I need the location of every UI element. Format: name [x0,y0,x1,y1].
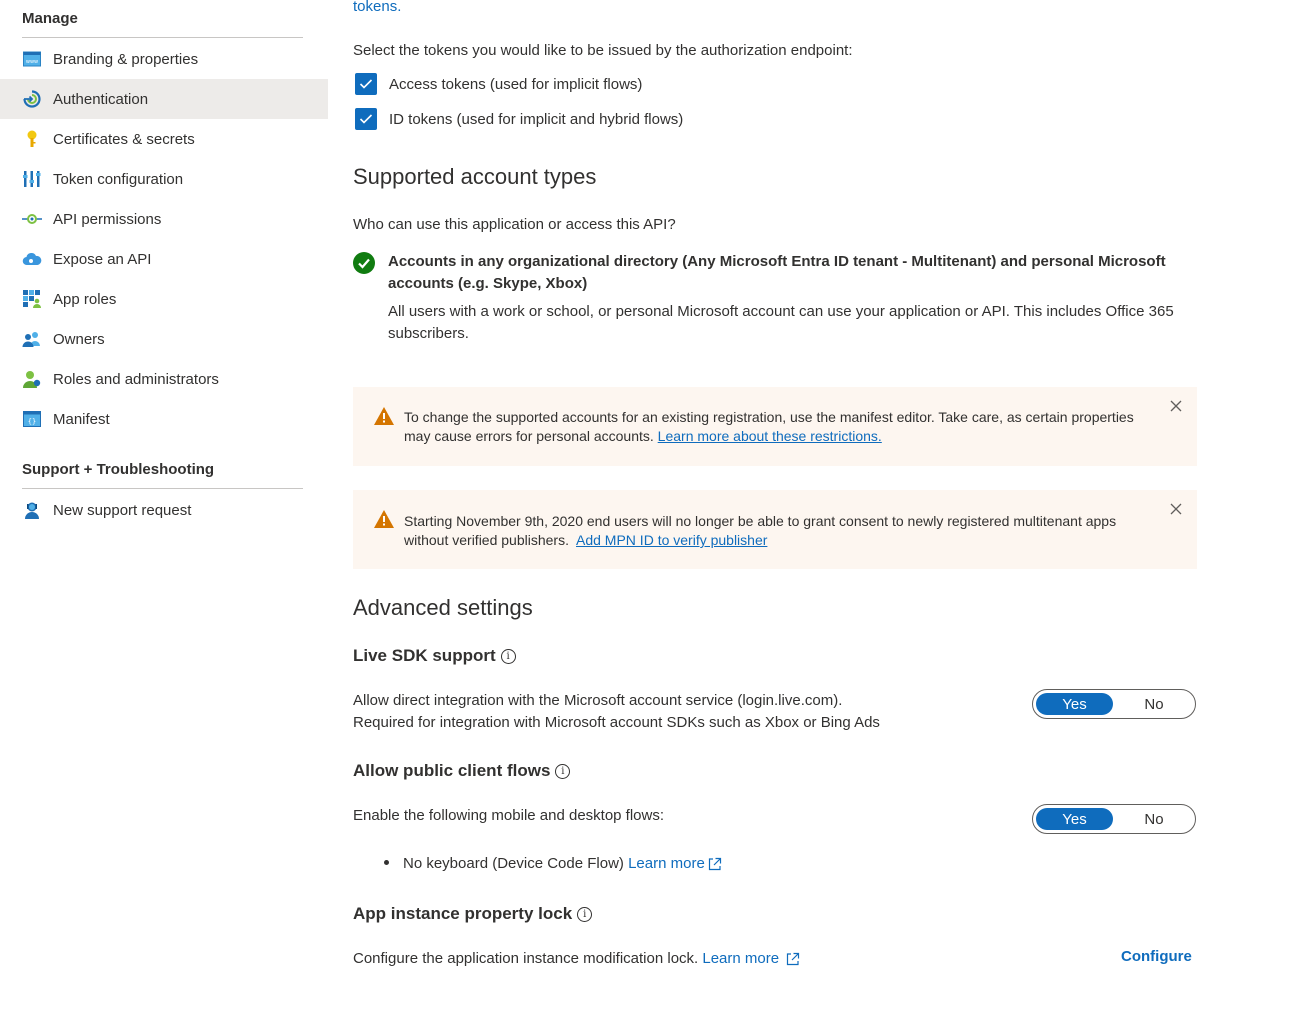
external-link-icon[interactable] [785,951,801,967]
live-sdk-title-text: Live SDK support [353,646,496,665]
warning-icon [373,406,395,430]
sidebar-item-expose-api[interactable] [0,239,328,279]
tokens-prompt: Select the tokens you would like to be issued by the authorization endpoint: [353,42,853,59]
warning-banner-accounts [353,387,1197,466]
public-client-desc: Enable the following mobile and desktop flows: [353,807,665,824]
warning-text [404,512,1154,550]
selected-account-type: Accounts in any organizational directory (Any Microsoft Entra ID tenant - Multitenant) and personal Microsoft accounts (e.g. Skype, Xbox) [388,253,1166,292]
support-divider [22,488,303,489]
app-roles-icon [22,289,42,309]
access-tokens-checkbox-row[interactable] [355,73,642,95]
access-tokens-label: Access tokens (used for implicit flows) [389,75,643,93]
sidebar-item-roles-admins[interactable] [0,359,328,399]
live-sdk-yes-option[interactable]: Yes [1036,693,1113,715]
external-link-icon[interactable] [707,856,723,872]
close-icon[interactable] [1169,399,1183,413]
warning-message: Starting November 9th, 2020 end users will no longer be able to grant consent to newly registered multitenant apps without verified publishers. [404,513,1117,548]
api-permissions-icon [22,209,42,229]
instance-lock-row [353,948,801,970]
device-code-flow-label: No keyboard (Device Code Flow) [403,855,624,872]
sidebar-item-manifest[interactable] [0,399,328,439]
public-client-no-option[interactable]: No [1144,810,1164,828]
support-section-title: Support + Troubleshooting [22,461,215,478]
device-code-learn-more-link[interactable]: Learn more [628,855,705,872]
instance-lock-learn-more-link[interactable]: Learn more [702,950,780,967]
warning-icon [373,509,395,533]
instance-lock-title-text: App instance property lock [353,904,573,923]
id-tokens-checkbox-row[interactable] [355,108,683,130]
account-types-question: Who can use this application or access this API? [353,216,676,233]
manifest-icon [22,409,42,429]
close-icon[interactable] [1169,502,1183,516]
warning-message: To change the supported accounts for an existing registration, use the manifest editor. Take care, as certain properties may cause errors for personal accounts. [404,409,1134,444]
manage-divider [22,37,303,38]
owners-icon [22,329,42,349]
instance-lock-title [353,904,592,924]
sidebar-item-authentication[interactable] [0,79,328,119]
configure-button[interactable]: Configure [1121,948,1192,965]
sidebar-item-label: Manifest [53,410,110,428]
svg-text:www: www [25,59,39,65]
selected-account-description: All users with a work or school, or personal Microsoft account can use your application or API. This includes Office 365 subscribers. [388,303,1174,342]
sidebar-item-new-support-request[interactable] [0,490,328,530]
info-icon[interactable]: i [555,764,570,779]
success-check-icon [353,252,375,278]
info-icon[interactable]: i [577,907,592,922]
id-tokens-checkbox[interactable] [355,108,377,130]
sidebar-item-label: Roles and administrators [53,370,219,388]
sidebar-item-label: Expose an API [53,250,152,268]
account-types-heading: Supported account types [353,164,597,189]
live-sdk-toggle[interactable] [1032,689,1196,719]
svg-text:{}: {} [27,417,37,426]
learn-more-restrictions-link[interactable]: Learn more about these restrictions. [657,428,882,444]
public-client-yes-option[interactable]: Yes [1036,808,1113,830]
sidebar [0,0,328,1014]
sidebar-item-api-permissions[interactable] [0,199,328,239]
info-icon[interactable]: i [501,649,516,664]
sidebar-item-token-configuration[interactable] [0,159,328,199]
roles-icon [22,369,42,389]
cloud-icon [22,249,42,269]
live-sdk-no-option[interactable]: No [1144,695,1164,713]
bullet-dot [384,860,389,865]
token-config-icon [22,169,42,189]
warning-text [404,408,1154,446]
public-client-title-text: Allow public client flows [353,761,551,780]
instance-lock-desc: Configure the application instance modification lock. [353,950,699,967]
sidebar-item-certificates[interactable] [0,119,328,159]
sidebar-item-branding[interactable] [0,39,328,79]
warning-banner-publisher [353,490,1197,569]
advanced-settings-heading: Advanced settings [353,595,533,620]
sidebar-item-owners[interactable] [0,319,328,359]
sidebar-item-label: Token configuration [53,170,184,188]
public-client-title [353,761,570,781]
add-mpn-id-link[interactable]: Add MPN ID to verify publisher [576,532,768,548]
sidebar-item-label: New support request [53,501,192,519]
live-sdk-desc-1: Allow direct integration with the Microsoft account service (login.live.com). [353,692,843,709]
id-tokens-label: ID tokens (used for implicit and hybrid flows) [389,110,684,128]
sidebar-item-label: Certificates & secrets [53,130,195,148]
sidebar-item-label: App roles [53,290,117,308]
tokens-link[interactable]: tokens. [353,0,402,15]
support-icon [22,500,42,520]
sidebar-item-label: Owners [53,330,105,348]
access-tokens-checkbox[interactable] [355,73,377,95]
public-client-toggle[interactable] [1032,804,1196,834]
branding-icon [22,49,42,69]
live-sdk-title [353,646,516,666]
sidebar-item-label: Branding & properties [53,50,199,68]
live-sdk-desc-2: Required for integration with Microsoft account SDKs such as Xbox or Bing Ads [353,714,880,731]
key-icon [22,129,42,149]
sidebar-item-app-roles[interactable] [0,279,328,319]
device-code-flow-item [403,853,723,875]
sidebar-item-label: API permissions [53,210,162,228]
sidebar-item-label: Authentication [53,90,149,108]
authentication-icon [22,89,42,109]
manage-section-title: Manage [22,10,78,27]
